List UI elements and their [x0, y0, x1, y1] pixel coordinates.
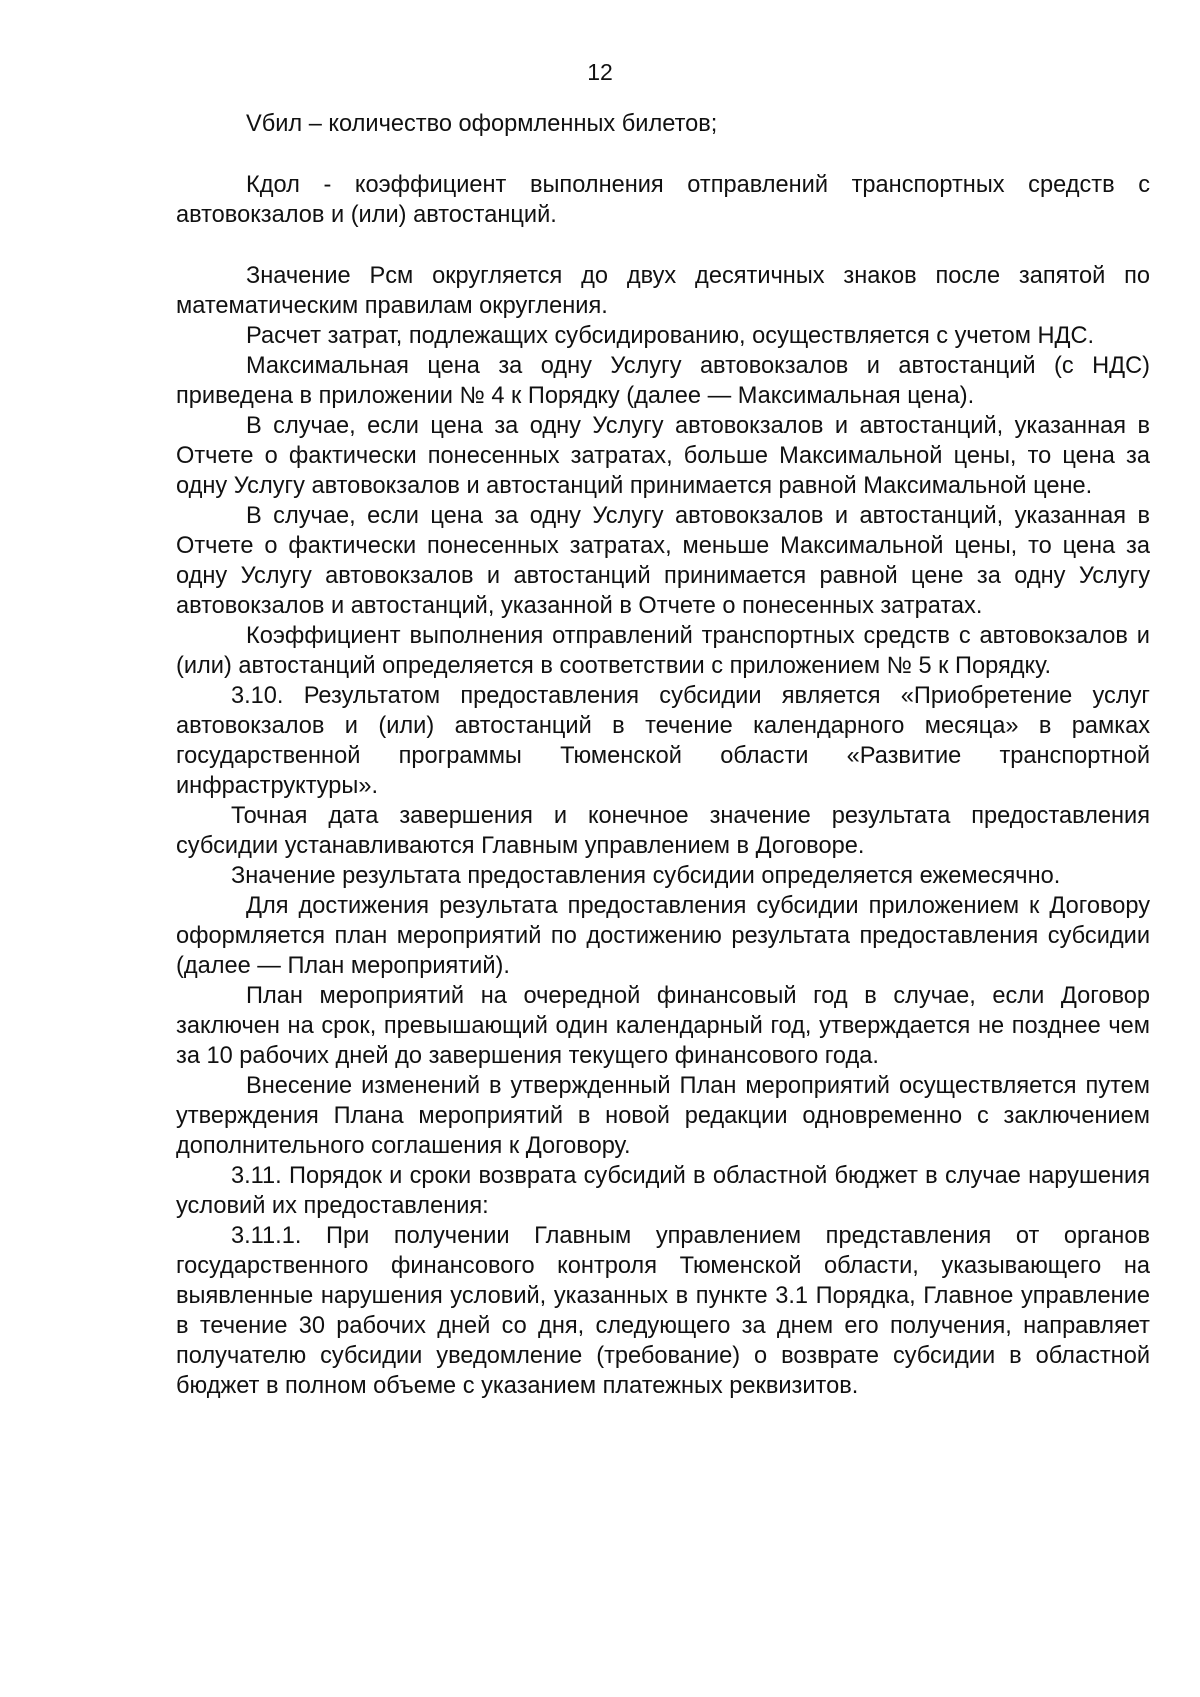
- paragraph-section-3-11: 3.11. Порядок и сроки возврата субсидий в областной бюджет в случае нарушения условий их предоставления:: [176, 1163, 1150, 1219]
- paragraph-result-monthly: Значение результата предоставления субсидии определяется ежемесячно.: [231, 863, 1061, 889]
- document-body: [176, 109, 1150, 1401]
- paragraph-vbil-definition: Vбил – количество оформленных билетов;: [246, 111, 718, 137]
- page-number: 12: [587, 59, 613, 85]
- paragraph-plan-changes: Внесение изменений в утвержденный План мероприятий осуществляется путем утверждения Плана мероприятий в новой редакции одновременно с заключением дополнительного соглашения к Договору.: [176, 1073, 1150, 1159]
- paragraph-price-below-max: В случае, если цена за одну Услугу автовокзалов и автостанций, указанная в Отчете о фактически понесенных затратах, меньше Максимальной цены, то цена за одну Услугу автовокзалов и автостанций принимается равной цене за одну Услугу автовокзалов и автостанций, указанной в Отчете о понесенных затратах.: [176, 503, 1150, 619]
- paragraph-kdol-definition: Кдол - коэффициент выполнения отправлений транспортных средств с автовокзалов и (или) автостанций.: [176, 172, 1150, 228]
- paragraph-plan-next-year: План мероприятий на очередной финансовый год в случае, если Договор заключен на срок, превышающий один календарный год, утверждается не позднее чем за 10 рабочих дней до завершения текущего финансового года.: [176, 983, 1150, 1069]
- paragraph-rounding-rule: Значение Рсм округляется до двух десятичных знаков после запятой по математическим правилам округления.: [176, 263, 1150, 319]
- paragraph-section-3-11-1: 3.11.1. При получении Главным управлением представления от органов государственного финансового контроля Тюменской области, указывающего на выявленные нарушения условий, указанных в пункте 3.1 Порядка, Главное управление в течение 30 рабочих дней со дня, следующего за днем его получения, направляет получателю субсидии уведомление (требование) о возврате субсидии в областной бюджет в полном объеме с указанием платежных реквизитов.: [176, 1223, 1150, 1399]
- paragraph-section-3-10: 3.10. Результатом предоставления субсидии является «Приобретение услуг автовокзалов и (или) автостанций в течение календарного месяца» в рамках государственной программы Тюменской области «Развитие транспортной инфраструктуры».: [176, 683, 1150, 799]
- paragraph-result-date: Точная дата завершения и конечное значение результата предоставления субсидии устанавливаются Главным управлением в Договоре.: [176, 803, 1150, 859]
- paragraph-max-price: Максимальная цена за одну Услугу автовокзалов и автостанций (с НДС) приведена в приложении № 4 к Порядку (далее — Максимальная цена).: [176, 353, 1150, 409]
- paragraph-action-plan: Для достижения результата предоставления субсидии приложением к Договору оформляется план мероприятий по достижению результата предоставления субсидии (далее — План мероприятий).: [176, 893, 1150, 979]
- paragraph-vat-calculation: Расчет затрат, подлежащих субсидированию, осуществляется с учетом НДС.: [246, 323, 1095, 349]
- paragraph-coefficient: Коэффициент выполнения отправлений транспортных средств с автовокзалов и (или) автостанций определяется в соответствии с приложением № 5 к Порядку.: [176, 623, 1150, 679]
- paragraph-price-above-max: В случае, если цена за одну Услугу автовокзалов и автостанций, указанная в Отчете о фактически понесенных затратах, больше Максимальной цены, то цена за одну Услугу автовокзалов и автостанций принимается равной Максимальной цене.: [176, 413, 1150, 499]
